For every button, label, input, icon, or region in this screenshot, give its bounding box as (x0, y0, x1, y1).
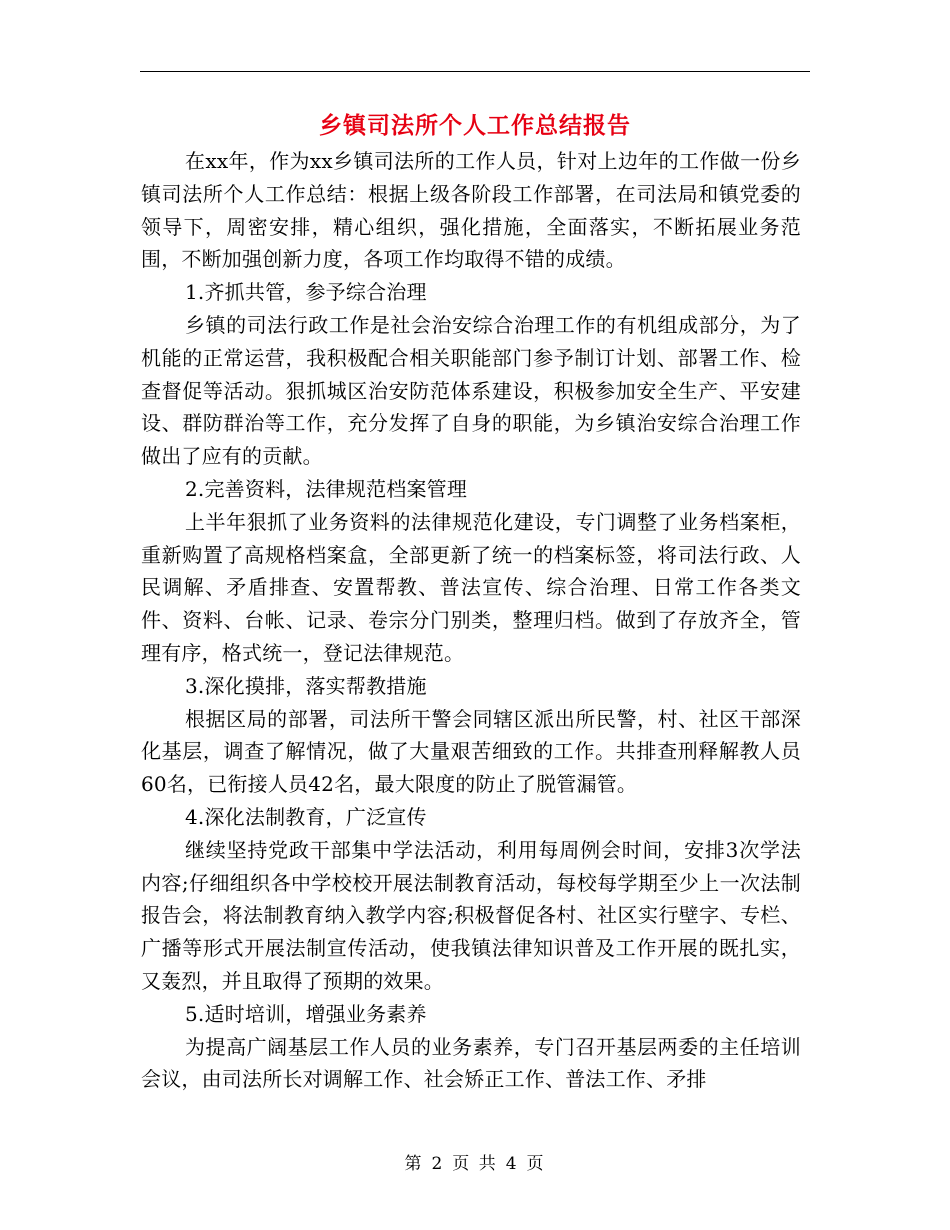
section-heading-5: 5.适时培训，增强业务素养 (185, 1001, 427, 1026)
paragraph-section-5: 为提高广阔基层工作人员的业务素养，专门召开基层两委的主任培训会议，由司法所长对调解工作、社会矫正工作、普法工作、矛排 (141, 1034, 801, 1092)
footer-total-pages: 4 (505, 1154, 519, 1174)
section-heading-1: 1.齐抓共管，参予综合治理 (185, 280, 427, 305)
section-heading-4: 4.深化法制教育，广泛宣传 (185, 804, 427, 829)
document-title: 乡镇司法所个人工作总结报告 (319, 112, 631, 139)
document-body (141, 145, 801, 1096)
footer-prefix: 第 (404, 1154, 424, 1174)
paragraph-section-2: 上半年狠抓了业务资料的法律规范化建设，专门调整了业务档案柜，重新购置了高规格档案盒，全部更新了统一的档案标签，将司法行政、人民调解、矛盾排查、安置帮教、普法宣传、综合治理、日常工作各类文件、资料、台帐、记录、卷宗分门别类，整理归档。做到了存放齐全，管理有序，格式统一，登记法律规范。 (141, 509, 801, 665)
page-footer (0, 1152, 950, 1176)
paragraph-section-4: 继续坚持党政干部集中学法活动，利用每周例会时间，安排3次学法内容;仔细组织各中学校校开展法制教育活动，每校每学期至少上一次法制报告会，将法制教育纳入教学内容;积极督促各村、社区实行壁字、专栏、广播等形式开展法制宣传活动，使我镇法律知识普及工作开展的既扎实，又轰烈，并且取得了预期的效果。 (141, 837, 801, 993)
footer-suffix: 页 (526, 1154, 546, 1174)
paragraph-section-3: 根据区局的部署，司法所干警会同辖区派出所民警，村、社区干部深化基层，调查了解情况，做了大量艰苦细致的工作。共排查刑释解教人员60名，已衔接人员42名，最大限度的防止了脱管漏管。 (141, 706, 801, 797)
paragraph-intro: 在xx年，作为xx乡镇司法所的工作人员，针对上边年的工作做一份乡镇司法所个人工作总结：根据上级各阶段工作部署，在司法局和镇党委的领导下，周密安排，精心组织，强化措施，全面落实，不断拓展业务范围，不断加强创新力度，各项工作均取得不错的成绩。 (141, 149, 801, 272)
footer-middle: 页 共 (452, 1154, 498, 1174)
footer-page-number: 2 (431, 1154, 445, 1174)
section-heading-2: 2.完善资料，法律规范档案管理 (185, 476, 468, 501)
paragraph-section-1: 乡镇的司法行政工作是社会治安综合治理工作的有机组成部分，为了机能的正常运营，我积极配合相关职能部门参予制订计划、部署工作、检查督促等活动。狠抓城区治安防范体系建设，积极参加安全生产、平安建设、群防群治等工作，充分发挥了自身的职能，为乡镇治安综合治理工作做出了应有的贡献。 (141, 312, 801, 469)
section-heading-3: 3.深化摸排，落实帮教措施 (185, 673, 427, 698)
header-rule (140, 71, 810, 72)
